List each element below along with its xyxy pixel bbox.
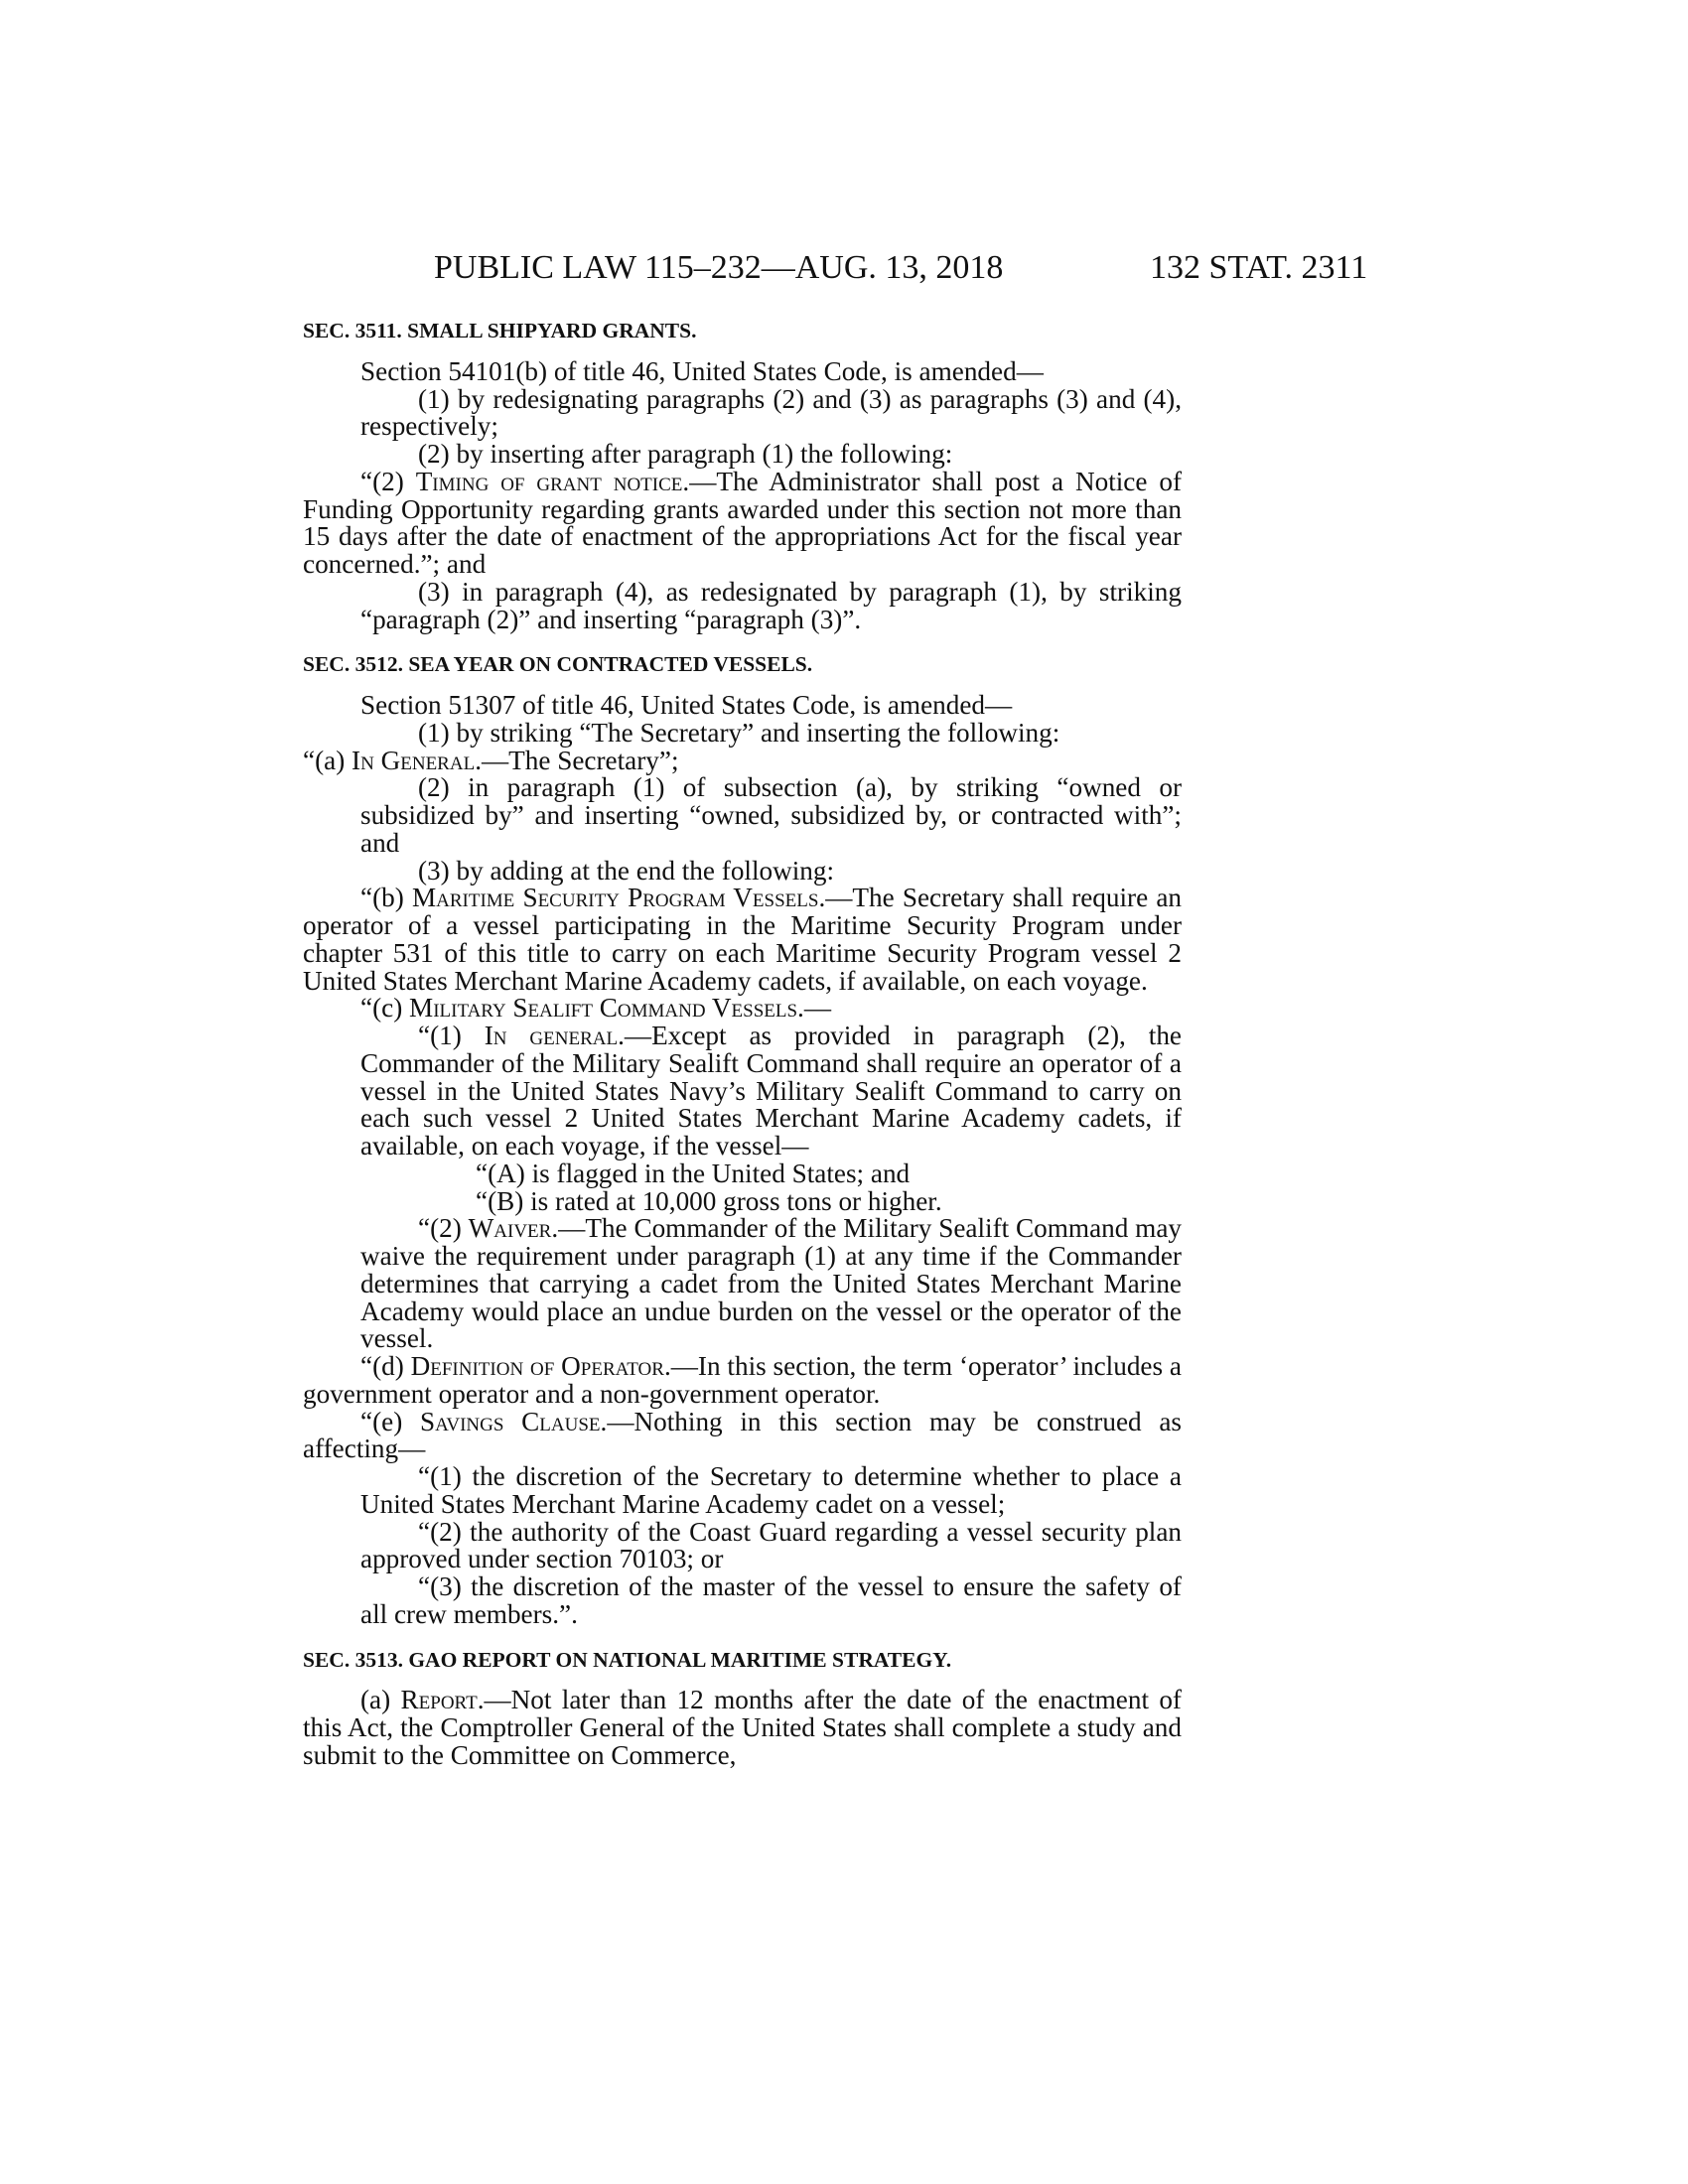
subsection-prefix: “(d)	[360, 1351, 411, 1381]
subsection-caption: In General	[352, 745, 476, 775]
sec3512-subsection-d	[303, 1353, 1182, 1409]
paragraph-prefix: “(1)	[418, 1021, 485, 1050]
subsection-body: .—Nothing in this section may be construed as affecting—	[303, 1406, 1182, 1464]
subsection-prefix: (a)	[360, 1685, 401, 1715]
section-heading-3512: SEC. 3512. SEA YEAR ON CONTRACTED VESSELS.	[303, 652, 813, 677]
paragraph-prefix: “(2)	[418, 1213, 469, 1244]
quote-prefix: “(2)	[360, 466, 416, 496]
subsection-caption: Military Sealift Command Vessels	[409, 993, 798, 1024]
sec3512-subsection-c	[303, 995, 1182, 1023]
sec3511-item-3: (3) in paragraph (4), as redesignated by paragraph (1), by striking “paragraph (2)” and inserting “paragraph (3)”.	[360, 576, 1182, 634]
sec3511-item-1: (1) by redesignating paragraphs (2) and (3) as paragraphs (3) and (4), respectively;	[360, 383, 1182, 442]
sec3512-subsection-a	[303, 745, 1182, 775]
paragraph-caption: Waiver	[468, 1213, 552, 1244]
quote-body: .—The Administrator shall post a Notice of Funding Opportunity regarding grants awarded under this section not more than 15 days after the date of enactment of the appropriations Act for the fiscal year concerned.”; and	[303, 466, 1182, 579]
subsection-caption: Definition of Operator	[410, 1351, 664, 1381]
quote-caption: Timing of grant notice	[415, 466, 683, 496]
sec3511-item-2: (2) by inserting after paragraph (1) the following:	[418, 439, 953, 469]
subsection-prefix: “(a)	[303, 745, 352, 775]
sec3513-subsection-a	[303, 1687, 1182, 1769]
subsection-body: .—	[797, 993, 832, 1024]
sec3512-item-3: (3) by adding at the end the following:	[418, 855, 835, 886]
section-heading-3511: SEC. 3511. SMALL SHIPYARD GRANTS.	[303, 319, 697, 342]
sec3512-subsection-b	[303, 885, 1182, 995]
subsection-body: .—In this section, the term ‘operator’ includes a government operator and a non-government operator.	[303, 1351, 1182, 1409]
sec3512-subparagraph-A: “(A) is flagged in the United States; and	[476, 1158, 911, 1188]
sec3512-paragraph-e2: “(2) the authority of the Coast Guard regarding a vessel security plan approved under section 70103; or	[360, 1516, 1182, 1574]
subsection-caption: Savings Clause	[419, 1406, 601, 1436]
sec3511-intro: Section 54101(b) of title 46, United States Code, is amended—	[360, 355, 1044, 386]
running-header-title: PUBLIC LAW 115–232—AUG. 13, 2018	[434, 249, 1004, 286]
paragraph-body: .—The Commander of the Military Sealift Command may waive the requirement under paragraph (1) at any time if the Commander determines that carrying a cadet from the United States Merchant Marine Academy would place an undue burden on the vessel or the operator of the vessel.	[360, 1213, 1182, 1354]
subsection-body: .—Not later than 12 months after the date of the enactment of this Act, the Comptroller General of the United States shall complete a study and submit to the Committee on Commerce,	[303, 1685, 1182, 1770]
sec3512-item-1: (1) by striking “The Secretary” and inserting the following:	[418, 717, 1060, 748]
paragraph-caption: In general	[484, 1021, 619, 1050]
subsection-caption: Report	[400, 1685, 478, 1715]
sec3512-intro: Section 51307 of title 46, United States Code, is amended—	[360, 690, 1013, 720]
sec3512-subsection-e	[303, 1406, 1182, 1464]
subsection-body: .—The Secretary”;	[475, 745, 679, 775]
subsection-prefix: “(c)	[360, 993, 410, 1024]
sec3512-paragraph-e3: “(3) the discretion of the master of the vessel to ensure the safety of all crew members.”.	[360, 1571, 1182, 1629]
sec3512-paragraph-c1	[303, 1023, 1182, 1160]
sec3511-quoted-paragraph	[303, 466, 1182, 579]
subsection-prefix: “(e)	[360, 1406, 420, 1436]
sec3512-item-2: (2) in paragraph (1) of subsection (a), by striking “owned or subsidized by” and inserting “owned, subsidized by, or contracted with”; and	[360, 772, 1182, 858]
subsection-prefix: “(b)	[360, 883, 412, 913]
paragraph-body: .—Except as provided in paragraph (2), the Commander of the Military Sealift Command shall require an operator of a vessel in the United States Navy’s Military Sealift Command to carry on each such vessel 2 United States Merchant Marine Academy cadets, if available, on each voyage, if the vessel—	[360, 1021, 1182, 1160]
subsection-caption: Maritime Security Program Vessels	[411, 883, 819, 913]
body-text	[303, 318, 1182, 1770]
sec3512-subparagraph-B: “(B) is rated at 10,000 gross tons or higher.	[476, 1185, 942, 1216]
subsection-body: .—The Secretary shall require an operator of a vessel participating in the Maritime Security Program under chapter 531 of this title to carry on each Maritime Security Program vessel 2 United States Merchant Marine Academy cadets, if available, on each voyage.	[303, 883, 1183, 996]
section-heading-3513: SEC. 3513. GAO REPORT ON NATIONAL MARITIME STRATEGY.	[303, 1647, 952, 1672]
sec3512-paragraph-c2	[303, 1215, 1182, 1353]
sec3512-paragraph-e1: “(1) the discretion of the Secretary to determine whether to place a United States Merchant Marine Academy cadet on a vessel;	[360, 1461, 1182, 1519]
running-header-stat: 132 STAT. 2311	[1150, 249, 1368, 286]
